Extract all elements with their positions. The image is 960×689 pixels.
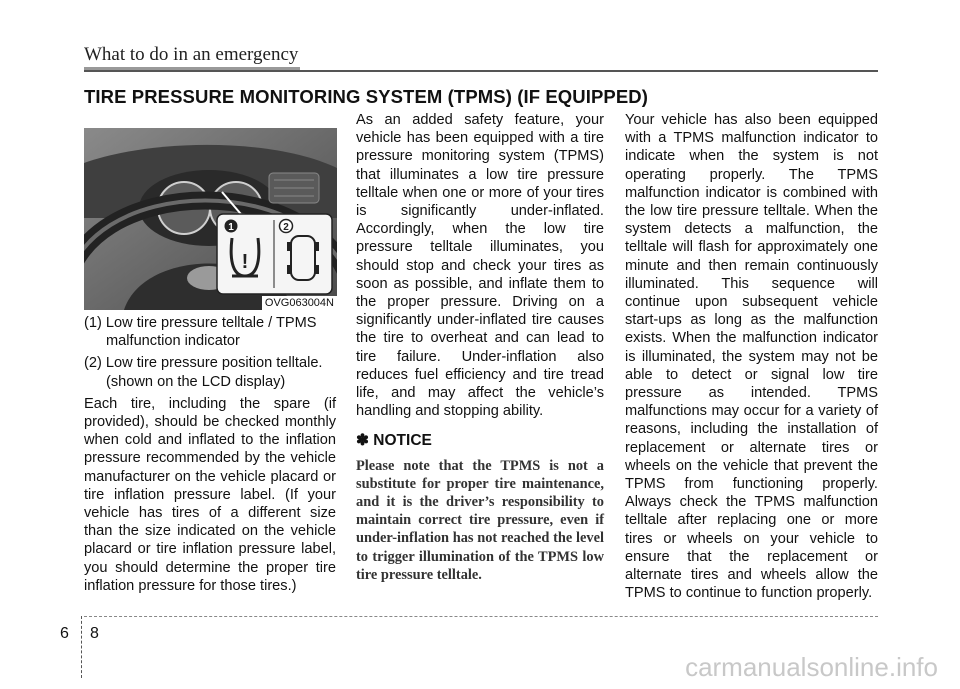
callout-2: 2 (283, 222, 289, 233)
list-item (84, 354, 336, 390)
body-paragraph: Your vehicle has also been equipped with a TPMS malfunction indicator to indicate when the system is not operating properly. The TPMS malfunction indicator is combined with the low tire pressure telltale. When the system detects a malfunction, the telltale will flash for approximately one minute and then remain continuously illuminated. This sequence will continue upon subsequent vehicle start-ups as long as the malfunction exists. When the malfunction indicator is illuminated, the system may not be able to detect or signal low tire pressure as intended. TPMS malfunctions may occur for a variety of reasons, including the installation of replacement or alternate tires or wheels on the vehicle that prevent the TPMS from functioning properly. Always check the TPMS malfunction telltale after replacing one or more tires or wheels on your vehicle to ensure that the replacement or alternate tires and wheels allow the TPMS to continue to function properly. (625, 112, 878, 602)
body-paragraph: Each tire, including the spare (if provided), should be checked monthly when cold and inflated to the inflation pressure recommended by the vehicle manufacturer on the vehicle placard or tire inflation pressure label. (If your vehicle has tires of a different size than the size indicated on the vehicle placard or tire inflation pressure label, you should determine the proper tire inflation pressure for those tires.) (84, 395, 336, 594)
list-text: Low tire pressure telltale / TPMS malfunction indicator (105, 315, 317, 350)
dashboard-illustration (84, 128, 337, 310)
section-title: TIRE PRESSURE MONITORING SYSTEM (TPMS) (IF EQUIPPED) (84, 86, 649, 107)
list-number: (2) (84, 355, 102, 372)
column-2 (356, 111, 604, 588)
callout-1: 1 (228, 222, 234, 233)
figure-code: OVG063004N (262, 296, 337, 310)
running-head: What to do in an emergency (84, 44, 299, 65)
body-paragraph: As an added safety feature, your vehicle has been equipped with a tire pressure monitoring system (TPMS) that illuminates a low tire pressure telltale when one or more of your tires is significantly under-inflated. Accordingly, when the low tire pressure telltale illuminates, you should stop and check your tires as soon as possible, and inflate them to the proper pressure. Driving on a significantly under-inflated tire causes the tire to overheat and can lead to tire failure. Under-inflation also reduces fuel efficiency and tire tread life, and may affect the vehicle’s handling and stopping ability. (356, 112, 604, 420)
chapter-number: 6 (60, 625, 69, 642)
svg-text:!: ! (241, 251, 249, 273)
notice-title: ✽ NOTICE (356, 432, 432, 450)
notice-body: Please note that the TPMS is not a substitute for proper tire maintenance, and it is the driver’s responsibility to maintain correct tire pressure, even if under-inflation has not reached the level to trigger illumination of the TPMS low tire pressure telltale. (356, 457, 604, 583)
footer-rule (84, 616, 878, 617)
tpms-figure (84, 128, 337, 310)
list-text: Low tire pressure position telltale. (shown on the LCD display) (105, 355, 323, 390)
watermark: carmanualsonline.info (685, 652, 938, 682)
list-item (84, 314, 336, 350)
header-rule (84, 70, 878, 72)
column-3 (625, 111, 878, 606)
list-number: (1) (84, 315, 102, 331)
footer-divider (81, 616, 82, 678)
page-number: 8 (90, 625, 99, 642)
column-1 (84, 314, 336, 599)
